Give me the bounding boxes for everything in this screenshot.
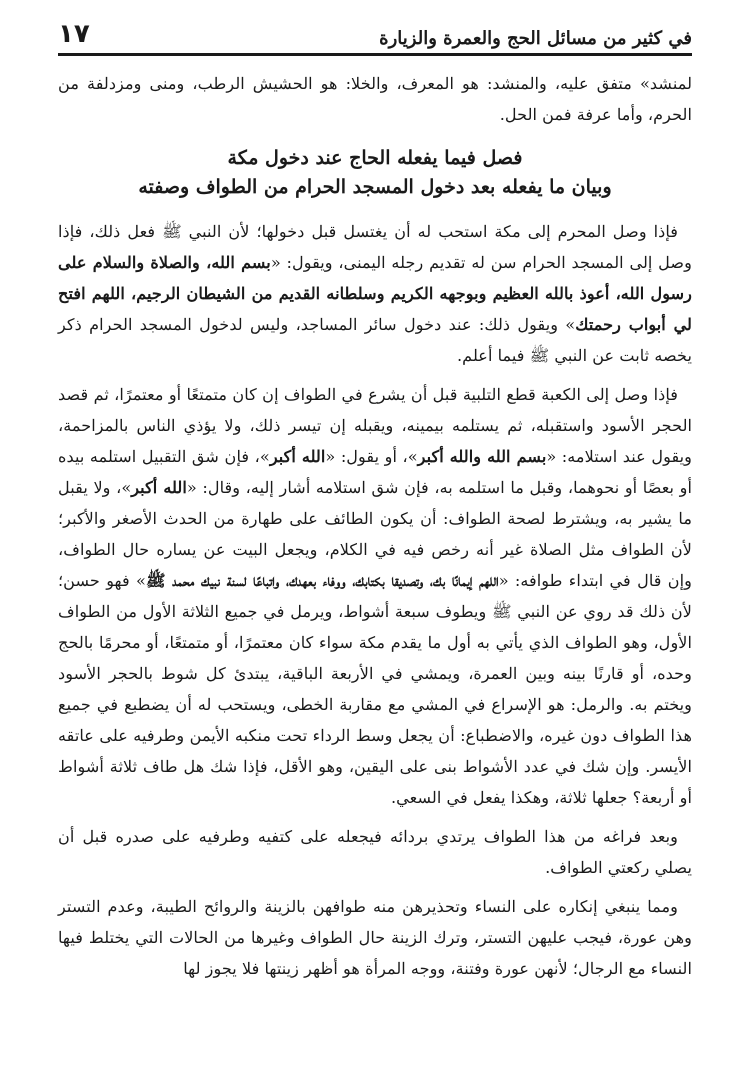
paragraph [58, 216, 692, 371]
text-segment: فإذا وصل المحرم إلى مكة استحب له أن يغتسل قبل دخولها؛ لأن النبي ﷺ فعل ذلك، فإذا وصل إلى المسجد الحرام سن له تقديم رجله اليمنى، ويقول: « [58, 222, 692, 272]
section-heading-line: فصل فيما يفعله الحاج عند دخول مكة [227, 147, 523, 169]
page-number: ١٧ [58, 19, 90, 49]
bold-text-segment: اللهم إيمانًا بك، وتصديقا بكتابك، ووفاء بعهدك، واتباعًا لسنة نبيك محمد ﷺ [145, 571, 499, 590]
text-segment: وبعد فراغه من هذا الطواف يرتدي بردائه فيجعله على كتفيه وطرفيه على صدره قبل أن يصلي ركعتي الطواف. [58, 827, 692, 877]
bold-text-segment: بسم الله والله أكبر [417, 447, 547, 466]
text-segment: ومما ينبغي إنكاره على النساء وتحذيرهن منه طوافهن بالزينة والروائح الطيبة، وعدم التستر وهن عورة، فيجب عليهن التستر، وترك الزينة حال الطواف وغيرها من الحالات التي يختلط فيها النساء مع الرجال؛ لأنهن عورة وفتنة، ووجه المرأة هو أظهر زينتها فلا يجوز لها [58, 897, 692, 978]
text-segment: »، أو يقول: « [325, 447, 418, 466]
bold-text-segment: الله أكبر [269, 447, 326, 466]
section-heading [58, 144, 692, 202]
paragraph [58, 821, 692, 883]
text-segment: »، فإن شق التقبيل استلمه بيده أو بعصًا أو نحوهما، وقبل ما استلمه به، فإن شق استلامه أشار إليه، وقال: « [58, 447, 692, 497]
text-segment: فإذا وصل إلى الكعبة قطع التلبية قبل أن يشرع في الطواف إن كان متمتعًا أو معتمرًا، ثم قصد الحجر الأسود واستقبله، ثم يستلمه بيمينه، ويقبله إن تيسر ذلك، ولا يؤذي الناس بالمزاحمة، ويقول عند استلامه: « [58, 385, 693, 466]
text-segment: »، ولا يقبل ما يشير به، ويشترط لصحة الطواف: أن يكون الطائف على طهارة من الحدث الأصغر والأكبر؛ لأن الطواف مثل الصلاة غير أنه رخص فيه في الكلام، ويجعل البيت عن يساره حال الطواف، وإن قال في ابتداء طوافه: « [58, 478, 692, 590]
text-segment: » فهو حسن؛ لأن ذلك قد روي عن النبي ﷺ ويطوف سبعة أشواط، ويرمل في جميع الثلاثة الأول من الطواف الأول، وهو الطواف الذي يأتي به أول ما يقدم مكة سواء كان معتمرًا، أو متمتعًا، أو محرمًا بالحج وحده، أو قارنًا بينه وبين العمرة، ويمشي في الأربعة الباقية، يبتدئ كل شوط بالحجر الأسود ويختم به. والرمل: هو الإسراع في المشي مع مقاربة الخطى، ويستحب له أن يضطبع في جميع هذا الطواف دون غيره، والاضطباع: أن يجعل وسط الرداء تحت منكبه الأيمن وطرفيه على عاتقه الأيسر. وإن شك في عدد الأشواط بنى على اليقين، وهو الأقل، فإذا شك هل طاف ثلاثة أشواط أو أربعة؟ جعلها ثلاثة، وهكذا يفعل في السعي. [58, 571, 692, 807]
paragraph [58, 379, 692, 813]
text-segment: » ويقول ذلك: عند دخول سائر المساجد، وليس لدخول المسجد الحرام ذكر يخصه ثابت عن النبي ﷺ فيما أعلم. [58, 315, 692, 365]
page-body [58, 68, 692, 992]
section-heading-line: وبيان ما يفعله بعد دخول المسجد الحرام من الطواف وصفته [138, 176, 612, 198]
running-title: في كثير من مسائل الحج والعمرة والزيارة [379, 28, 692, 49]
paragraph [58, 891, 692, 984]
page-header [58, 14, 692, 56]
text-segment: لمنشد» متفق عليه، والمنشد: هو المعرف، والخلا: هو الحشيش الرطب، ومنى ومزدلفة من الحرم، وأما عرفة فمن الحل. [58, 74, 692, 124]
paragraph [58, 68, 692, 130]
bold-text-segment: بسم الله، والصلاة والسلام على رسول الله، أعوذ بالله العظيم وبوجهه الكريم وسلطانه القديم من الشيطان الرجيم، اللهم افتح لي أبواب رحمتك [58, 253, 692, 334]
bold-text-segment: الله أكبر [131, 478, 187, 497]
